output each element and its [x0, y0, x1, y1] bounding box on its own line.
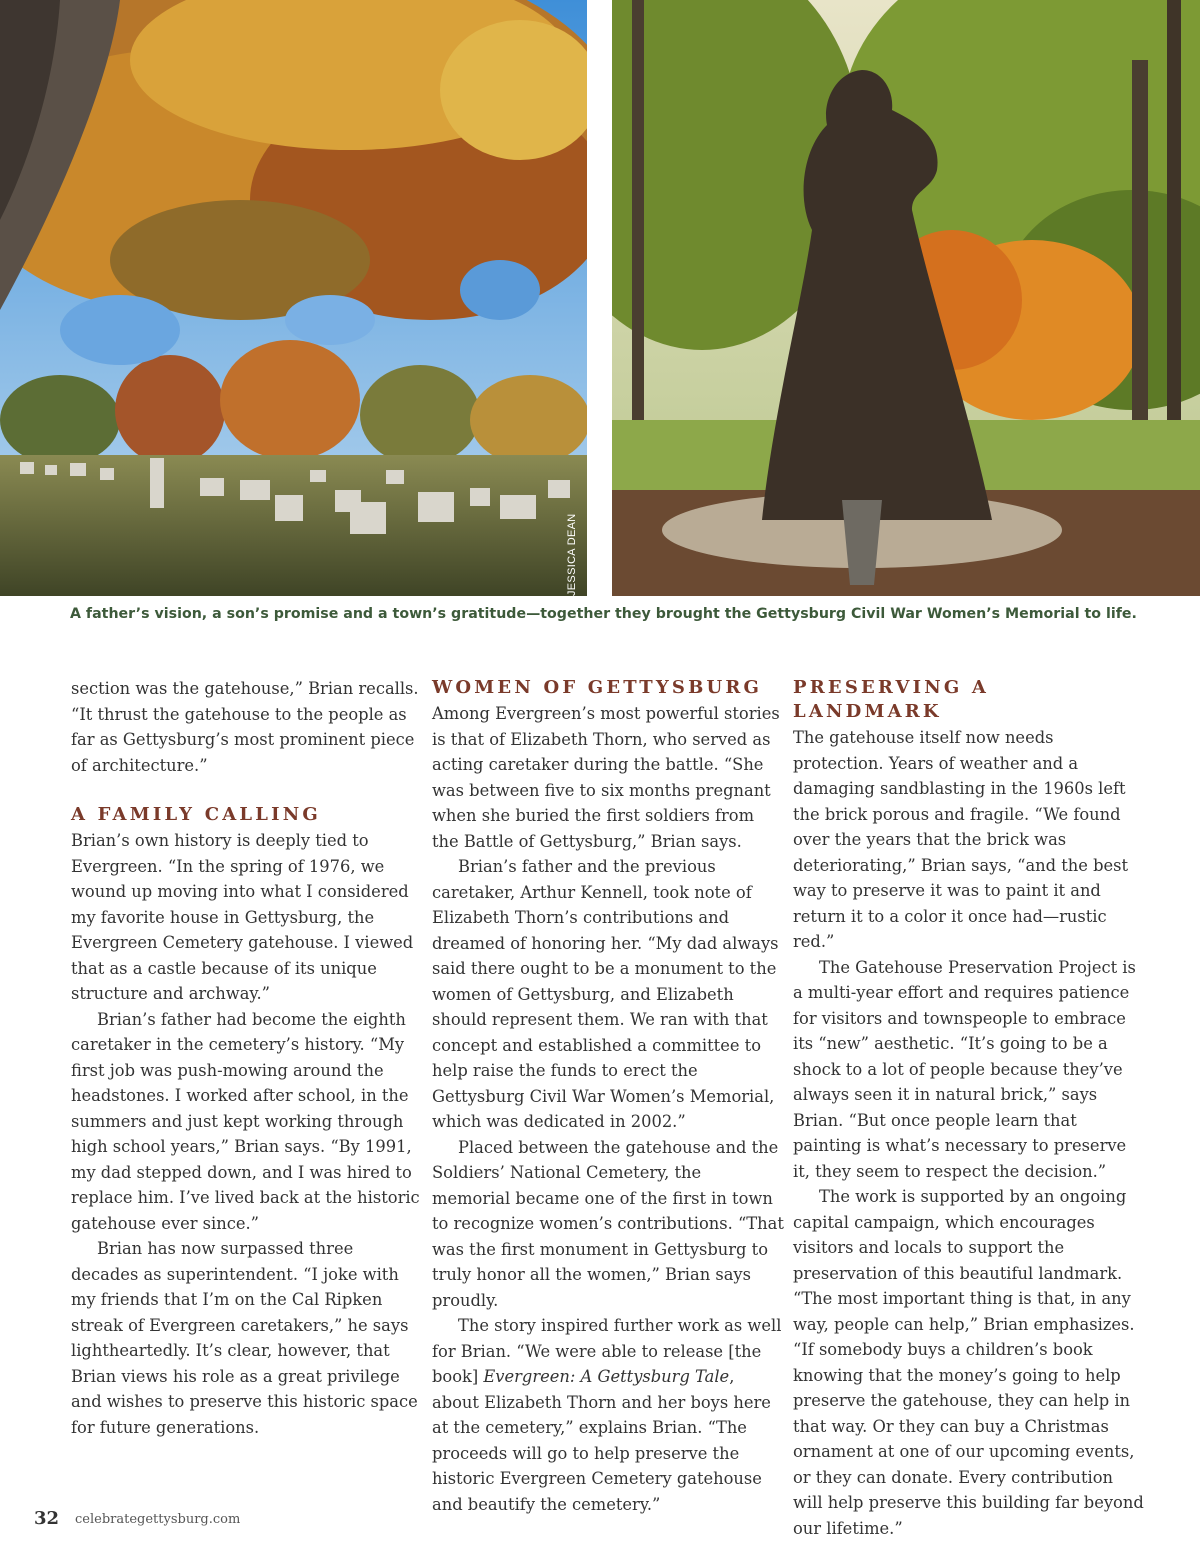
- site-url: celebrategettysburg.com: [75, 1512, 241, 1527]
- section-heading: PRESERVING A LANDMARK: [793, 677, 990, 722]
- cemetery-photo: [0, 0, 587, 596]
- section-heading: WOMEN OF GETTYSBURG: [432, 677, 763, 698]
- article-column-1: [71, 676, 423, 1440]
- paragraph: [432, 1313, 784, 1517]
- paragraph: Brian’s own history is deeply tied to Evergreen. “In the spring of 1976, we wound up moving into what I considered my favorite house in Gettysburg, the Evergreen Cemetery gatehouse. I viewed that as a castle because of its unique structure and archway.”: [71, 831, 414, 1003]
- page-number: 32: [34, 1508, 60, 1529]
- paragraph: The work is supported by an ongoing capital campaign, which encourages visitors and locals to support the preservation of this beautiful landmark. “The most important thing is that, in any way, people can help,” Brian emphasizes. “If somebody buys a children’s book knowing that the money’s going to help preserve the gatehouse, they can help in that way. Or they can buy a Christmas ornament at one of our upcoming events, or they can donate. Every contribution will help preserve this building far beyond our lifetime.”: [793, 1187, 1144, 1538]
- paragraph: Among Evergreen’s most powerful stories is that of Elizabeth Thorn, who served as acting caretaker during the battle. “She was between five to six months pregnant when she buried the first soldiers from the Battle of Gettysburg,” Brian says.: [432, 704, 780, 851]
- photo-caption: A father’s vision, a son’s promise and a town’s gratitude—together they brought the Gettysburg Civil War Women’s Memorial to life.: [70, 606, 1137, 622]
- section-heading: A FAMILY CALLING: [71, 804, 321, 825]
- paragraph: The gatehouse itself now needs protection. Years of weather and a damaging sandblasting in the 1960s left the brick porous and fragile. “We found over the years that the brick was deteriorating,” Brian says, “and the best way to preserve it was to paint it and return it to a color it once had—rustic red.”: [793, 728, 1129, 951]
- paragraph: Brian’s father and the previous caretaker, Arthur Kennell, took note of Elizabeth Thorn’s contributions and dreamed of honoring her. “My dad always said there ought to be a monument to the women of Gettysburg, and Elizabeth should represent them. We ran with that concept and established a committee to help raise the funds to erect the Gettysburg Civil War Women’s Memorial, which was dedicated in 2002.”: [432, 857, 779, 1131]
- paragraph: Brian has now surpassed three decades as superintendent. “I joke with my friends that I’m on the Cal Ripken streak of Evergreen caretakers,” he says lightheartedly. It’s clear, however, that Brian views his role as a great privilege and wishes to preserve this historic space for future generations.: [71, 1239, 418, 1437]
- paragraph-text: The story inspired further work as well for Brian. “We were able to release [the book]: [432, 1316, 782, 1386]
- paragraph: Brian’s father had become the eighth caretaker in the cemetery’s history. “My first job was push-mowing around the headstones. I worked after school, in the summers and just kept working through high school years,” Brian says. “By 1991, my dad stepped down, and I was hired to replace him. I’ve lived back at the historic gatehouse ever since.”: [71, 1009, 420, 1233]
- memorial-statue-photo: [612, 0, 1200, 596]
- paragraph-text: , about Elizabeth Thorn and her boys here at the cemetery,” explains Brian. “The proceeds will go to help preserve the historic Evergreen Cemetery gatehouse and beautify the cemetery.”: [432, 1367, 771, 1514]
- paragraph: Placed between the gatehouse and the Soldiers’ National Cemetery, the memorial became one of the first in town to recognize women’s contributions. “That was the first monument in Gettysburg to truly honor all the women,” Brian says proudly.: [432, 1137, 784, 1310]
- paragraph: The Gatehouse Preservation Project is a multi-year effort and requires patience for visitors and townspeople to embrace its “new” aesthetic. “It’s going to be a shock to a lot of people because they’ve always seen it in natural brick,” says Brian. “But once people learn that painting is what’s necessary to preserve it, they seem to respect the decision.”: [793, 957, 1136, 1181]
- book-title: Evergreen: A Gettysburg Tale: [483, 1367, 730, 1386]
- article-column-3: [793, 676, 1145, 1541]
- photo-credit: JESSICA DEAN: [566, 513, 578, 596]
- paragraph: section was the gatehouse,” Brian recalls. “It thrust the gatehouse to the people as far as Gettysburg’s most prominent piece of architecture.”: [71, 679, 419, 775]
- article-column-2: [432, 676, 784, 1517]
